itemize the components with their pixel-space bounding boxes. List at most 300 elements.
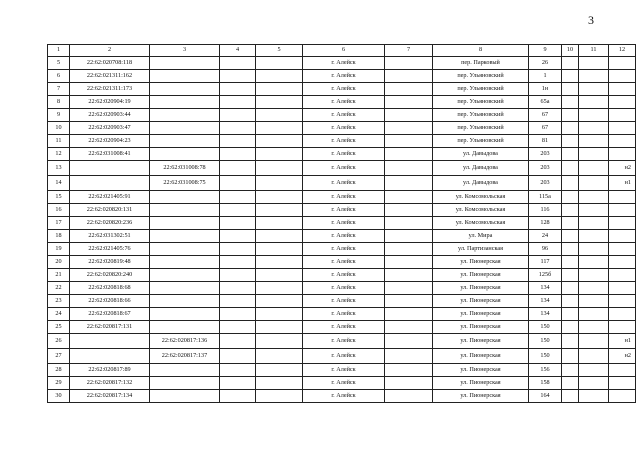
room-number-cell <box>609 83 636 96</box>
col-5-cell <box>256 269 303 282</box>
col-4-cell <box>220 308 256 321</box>
col-5-cell <box>256 135 303 148</box>
col-7-cell <box>385 148 433 161</box>
street-cell: ул. Партизанская <box>433 243 529 256</box>
house-number-cell: 26 <box>529 57 562 70</box>
room-cadastral-number-cell <box>150 295 220 308</box>
col-5-cell <box>256 243 303 256</box>
cadastral-number-cell: 22:62:020820:131 <box>70 204 150 217</box>
house-number-cell: 134 <box>529 308 562 321</box>
house-number-cell: 203 <box>529 148 562 161</box>
num-cell: 18 <box>48 230 70 243</box>
col-11-cell <box>579 70 609 83</box>
room-cadastral-number-cell: 22:62:031008:78 <box>150 161 220 176</box>
cadastral-number-cell: 22:62:020904:19 <box>70 96 150 109</box>
num-cell: 7 <box>48 83 70 96</box>
col-4-cell <box>220 269 256 282</box>
col-10-cell <box>562 282 579 295</box>
locality-cell: г. Алейск <box>303 230 385 243</box>
col-11-cell <box>579 334 609 349</box>
page-number: 3 <box>588 13 594 27</box>
col-7-cell <box>385 96 433 109</box>
col-5-cell <box>256 57 303 70</box>
col-7-cell <box>385 349 433 364</box>
col-4-cell <box>220 204 256 217</box>
header-cell-9: 9 <box>529 45 562 57</box>
room-cadastral-number-cell <box>150 364 220 377</box>
house-number-cell: 24 <box>529 230 562 243</box>
street-cell: пер. Ульяновский <box>433 70 529 83</box>
street-cell: ул. Пионерская <box>433 377 529 390</box>
col-7-cell <box>385 109 433 122</box>
cadastral-number-cell: 22:62:020903:47 <box>70 122 150 135</box>
table-row <box>48 122 636 135</box>
col-11-cell <box>579 269 609 282</box>
house-number-cell: 116 <box>529 204 562 217</box>
house-number-cell: 67 <box>529 109 562 122</box>
cadastral-number-cell: 22:62:020817:89 <box>70 364 150 377</box>
street-cell: ул. Пионерская <box>433 256 529 269</box>
locality-cell: г. Алейск <box>303 109 385 122</box>
num-cell: 9 <box>48 109 70 122</box>
table-row <box>48 256 636 269</box>
col-5-cell <box>256 70 303 83</box>
col-4-cell <box>220 243 256 256</box>
cadastral-number-cell: 22:62:020818:68 <box>70 282 150 295</box>
house-number-cell: 150 <box>529 334 562 349</box>
table-row <box>48 161 636 176</box>
num-cell: 28 <box>48 364 70 377</box>
locality-cell: г. Алейск <box>303 57 385 70</box>
col-4-cell <box>220 217 256 230</box>
header-cell-6: 6 <box>303 45 385 57</box>
col-7-cell <box>385 334 433 349</box>
room-number-cell <box>609 390 636 403</box>
col-11-cell <box>579 96 609 109</box>
col-11-cell <box>579 321 609 334</box>
locality-cell: г. Алейск <box>303 377 385 390</box>
col-7-cell <box>385 122 433 135</box>
header-cell-12: 12 <box>609 45 636 57</box>
col-5-cell <box>256 334 303 349</box>
room-number-cell <box>609 70 636 83</box>
col-5-cell <box>256 295 303 308</box>
street-cell: ул. Комсомольская <box>433 204 529 217</box>
col-4-cell <box>220 83 256 96</box>
col-4-cell <box>220 176 256 191</box>
locality-cell: г. Алейск <box>303 83 385 96</box>
cadastral-number-cell: 22:62:031302:51 <box>70 230 150 243</box>
num-cell: 22 <box>48 282 70 295</box>
num-cell: 25 <box>48 321 70 334</box>
cadastral-number-cell <box>70 334 150 349</box>
cadastral-number-cell: 22:62:020820:236 <box>70 217 150 230</box>
col-7-cell <box>385 83 433 96</box>
col-4-cell <box>220 334 256 349</box>
col-4-cell <box>220 390 256 403</box>
locality-cell: г. Алейск <box>303 334 385 349</box>
cadastral-number-cell <box>70 176 150 191</box>
col-7-cell <box>385 70 433 83</box>
house-number-cell: 128 <box>529 217 562 230</box>
col-5-cell <box>256 161 303 176</box>
room-number-cell <box>609 204 636 217</box>
street-cell: пер. Ульяновский <box>433 96 529 109</box>
num-cell: 27 <box>48 349 70 364</box>
col-11-cell <box>579 349 609 364</box>
header-cell-5: 5 <box>256 45 303 57</box>
room-number-cell <box>609 295 636 308</box>
street-cell: ул. Давыдова <box>433 176 529 191</box>
street-cell: ул. Комсомольская <box>433 191 529 204</box>
table-row <box>48 70 636 83</box>
room-cadastral-number-cell <box>150 57 220 70</box>
room-number-cell <box>609 282 636 295</box>
header-cell-7: 7 <box>385 45 433 57</box>
col-7-cell <box>385 364 433 377</box>
col-7-cell <box>385 308 433 321</box>
header-cell-4: 4 <box>220 45 256 57</box>
col-4-cell <box>220 109 256 122</box>
room-number-cell <box>609 135 636 148</box>
col-5-cell <box>256 256 303 269</box>
room-cadastral-number-cell <box>150 377 220 390</box>
col-7-cell <box>385 282 433 295</box>
cadastral-number-cell <box>70 161 150 176</box>
num-cell: 24 <box>48 308 70 321</box>
room-number-cell <box>609 122 636 135</box>
cadastral-number-cell <box>70 349 150 364</box>
locality-cell: г. Алейск <box>303 364 385 377</box>
table-row <box>48 109 636 122</box>
col-4-cell <box>220 377 256 390</box>
col-5-cell <box>256 191 303 204</box>
table-row <box>48 148 636 161</box>
locality-cell: г. Алейск <box>303 269 385 282</box>
cadastral-number-cell: 22:62:020817:132 <box>70 377 150 390</box>
cadastral-number-cell: 22:62:020820:240 <box>70 269 150 282</box>
room-number-cell <box>609 109 636 122</box>
col-5-cell <box>256 122 303 135</box>
room-cadastral-number-cell <box>150 321 220 334</box>
num-cell: 23 <box>48 295 70 308</box>
house-number-cell: 150 <box>529 321 562 334</box>
table-row <box>48 269 636 282</box>
col-10-cell <box>562 148 579 161</box>
table-row <box>48 204 636 217</box>
col-4-cell <box>220 349 256 364</box>
street-cell: ул. Комсомольская <box>433 217 529 230</box>
street-cell: ул. Пионерская <box>433 269 529 282</box>
col-11-cell <box>579 230 609 243</box>
col-10-cell <box>562 109 579 122</box>
table-row <box>48 377 636 390</box>
street-cell: ул. Пионерская <box>433 321 529 334</box>
house-number-cell: 67 <box>529 122 562 135</box>
col-7-cell <box>385 295 433 308</box>
num-cell: 10 <box>48 122 70 135</box>
table-row <box>48 83 636 96</box>
col-7-cell <box>385 191 433 204</box>
room-cadastral-number-cell <box>150 96 220 109</box>
room-number-cell <box>609 321 636 334</box>
room-cadastral-number-cell <box>150 282 220 295</box>
col-4-cell <box>220 191 256 204</box>
locality-cell: г. Алейск <box>303 70 385 83</box>
col-11-cell <box>579 295 609 308</box>
room-cadastral-number-cell <box>150 191 220 204</box>
room-number-cell <box>609 377 636 390</box>
room-cadastral-number-cell: 22:62:020817:137 <box>150 349 220 364</box>
locality-cell: г. Алейск <box>303 349 385 364</box>
num-cell: 14 <box>48 176 70 191</box>
num-cell: 6 <box>48 70 70 83</box>
col-10-cell <box>562 204 579 217</box>
locality-cell: г. Алейск <box>303 217 385 230</box>
num-cell: 8 <box>48 96 70 109</box>
street-cell: ул. Давыдова <box>433 148 529 161</box>
room-cadastral-number-cell <box>150 217 220 230</box>
col-7-cell <box>385 217 433 230</box>
col-7-cell <box>385 161 433 176</box>
col-5-cell <box>256 96 303 109</box>
table-row <box>48 230 636 243</box>
col-11-cell <box>579 83 609 96</box>
col-10-cell <box>562 334 579 349</box>
col-5-cell <box>256 349 303 364</box>
col-10-cell <box>562 96 579 109</box>
col-7-cell <box>385 230 433 243</box>
room-cadastral-number-cell <box>150 243 220 256</box>
house-number-cell: 203 <box>529 161 562 176</box>
col-11-cell <box>579 176 609 191</box>
col-11-cell <box>579 308 609 321</box>
col-10-cell <box>562 230 579 243</box>
locality-cell: г. Алейск <box>303 295 385 308</box>
cadastral-number-cell: 22:62:020818:67 <box>70 308 150 321</box>
cadastral-number-cell: 22:62:020904:23 <box>70 135 150 148</box>
col-7-cell <box>385 57 433 70</box>
cadastral-number-cell: 22:62:020817:131 <box>70 321 150 334</box>
cadastral-number-cell: 22:62:021311:173 <box>70 83 150 96</box>
col-5-cell <box>256 204 303 217</box>
street-cell: ул. Мира <box>433 230 529 243</box>
header-cell-11: 11 <box>579 45 609 57</box>
street-cell: пер. Ульяновский <box>433 109 529 122</box>
house-number-cell: 150 <box>529 349 562 364</box>
cadastral-number-cell: 22:62:021405:76 <box>70 243 150 256</box>
col-11-cell <box>579 390 609 403</box>
col-10-cell <box>562 349 579 364</box>
col-7-cell <box>385 243 433 256</box>
col-10-cell <box>562 243 579 256</box>
col-4-cell <box>220 230 256 243</box>
street-cell: пер. Ульяновский <box>433 122 529 135</box>
col-11-cell <box>579 282 609 295</box>
room-number-cell <box>609 230 636 243</box>
col-10-cell <box>562 57 579 70</box>
col-7-cell <box>385 321 433 334</box>
room-number-cell: н1 <box>609 334 636 349</box>
col-7-cell <box>385 377 433 390</box>
num-cell: 17 <box>48 217 70 230</box>
locality-cell: г. Алейск <box>303 308 385 321</box>
room-number-cell <box>609 269 636 282</box>
room-cadastral-number-cell <box>150 122 220 135</box>
col-5-cell <box>256 377 303 390</box>
header-cell-10: 10 <box>562 45 579 57</box>
col-4-cell <box>220 96 256 109</box>
room-cadastral-number-cell <box>150 308 220 321</box>
table-row <box>48 364 636 377</box>
col-5-cell <box>256 321 303 334</box>
house-number-cell: 1 <box>529 70 562 83</box>
street-cell: ул. Пионерская <box>433 295 529 308</box>
col-4-cell <box>220 70 256 83</box>
cadastral-number-cell: 22:62:020708:118 <box>70 57 150 70</box>
col-10-cell <box>562 70 579 83</box>
house-number-cell: 81 <box>529 135 562 148</box>
num-cell: 15 <box>48 191 70 204</box>
table-row <box>48 191 636 204</box>
col-7-cell <box>385 204 433 217</box>
room-number-cell: н1 <box>609 176 636 191</box>
cadastral-number-cell: 22:62:020819:48 <box>70 256 150 269</box>
col-11-cell <box>579 57 609 70</box>
room-cadastral-number-cell <box>150 390 220 403</box>
room-cadastral-number-cell <box>150 230 220 243</box>
col-10-cell <box>562 217 579 230</box>
house-number-cell: 115а <box>529 191 562 204</box>
col-10-cell <box>562 377 579 390</box>
locality-cell: г. Алейск <box>303 243 385 256</box>
col-5-cell <box>256 148 303 161</box>
col-4-cell <box>220 364 256 377</box>
locality-cell: г. Алейск <box>303 282 385 295</box>
street-cell: ул. Давыдова <box>433 161 529 176</box>
street-cell: пер. Ульяновский <box>433 83 529 96</box>
num-cell: 21 <box>48 269 70 282</box>
col-4-cell <box>220 321 256 334</box>
room-cadastral-number-cell <box>150 256 220 269</box>
col-11-cell <box>579 217 609 230</box>
street-cell: пер. Ульяновский <box>433 135 529 148</box>
locality-cell: г. Алейск <box>303 204 385 217</box>
table-row <box>48 295 636 308</box>
col-11-cell <box>579 122 609 135</box>
locality-cell: г. Алейск <box>303 96 385 109</box>
header-cell-2: 2 <box>70 45 150 57</box>
locality-cell: г. Алейск <box>303 390 385 403</box>
col-4-cell <box>220 161 256 176</box>
col-11-cell <box>579 148 609 161</box>
num-cell: 16 <box>48 204 70 217</box>
room-cadastral-number-cell <box>150 70 220 83</box>
col-5-cell <box>256 364 303 377</box>
table-header-row <box>48 45 636 57</box>
table-row <box>48 217 636 230</box>
col-10-cell <box>562 308 579 321</box>
num-cell: 5 <box>48 57 70 70</box>
col-10-cell <box>562 295 579 308</box>
num-cell: 12 <box>48 148 70 161</box>
col-7-cell <box>385 135 433 148</box>
house-number-cell: 134 <box>529 295 562 308</box>
room-cadastral-number-cell: 22:62:031008:75 <box>150 176 220 191</box>
col-10-cell <box>562 269 579 282</box>
locality-cell: г. Алейск <box>303 135 385 148</box>
house-number-cell: 203 <box>529 176 562 191</box>
locality-cell: г. Алейск <box>303 176 385 191</box>
num-cell: 30 <box>48 390 70 403</box>
col-11-cell <box>579 109 609 122</box>
table-row <box>48 349 636 364</box>
room-number-cell <box>609 308 636 321</box>
col-11-cell <box>579 135 609 148</box>
locality-cell: г. Алейск <box>303 256 385 269</box>
col-5-cell <box>256 308 303 321</box>
table-row <box>48 243 636 256</box>
num-cell: 26 <box>48 334 70 349</box>
room-cadastral-number-cell <box>150 269 220 282</box>
col-4-cell <box>220 122 256 135</box>
num-cell: 11 <box>48 135 70 148</box>
room-number-cell <box>609 96 636 109</box>
room-cadastral-number-cell <box>150 109 220 122</box>
num-cell: 20 <box>48 256 70 269</box>
col-5-cell <box>256 230 303 243</box>
num-cell: 13 <box>48 161 70 176</box>
col-10-cell <box>562 191 579 204</box>
header-cell-8: 8 <box>433 45 529 57</box>
table-row <box>48 308 636 321</box>
col-10-cell <box>562 135 579 148</box>
header-cell-3: 3 <box>150 45 220 57</box>
table-row <box>48 390 636 403</box>
table-row <box>48 135 636 148</box>
col-11-cell <box>579 243 609 256</box>
col-11-cell <box>579 191 609 204</box>
col-10-cell <box>562 161 579 176</box>
col-7-cell <box>385 256 433 269</box>
col-11-cell <box>579 161 609 176</box>
table-row <box>48 176 636 191</box>
locality-cell: г. Алейск <box>303 148 385 161</box>
room-cadastral-number-cell <box>150 204 220 217</box>
col-7-cell <box>385 269 433 282</box>
street-cell: ул. Пионерская <box>433 349 529 364</box>
col-10-cell <box>562 176 579 191</box>
room-cadastral-number-cell <box>150 83 220 96</box>
col-4-cell <box>220 256 256 269</box>
street-cell: ул. Пионерская <box>433 282 529 295</box>
cadastral-number-cell: 22:62:021405:91 <box>70 191 150 204</box>
col-5-cell <box>256 109 303 122</box>
col-10-cell <box>562 256 579 269</box>
room-number-cell <box>609 364 636 377</box>
table-row <box>48 334 636 349</box>
col-10-cell <box>562 390 579 403</box>
col-11-cell <box>579 256 609 269</box>
cadastral-number-cell: 22:62:021311:162 <box>70 70 150 83</box>
room-number-cell <box>609 217 636 230</box>
col-4-cell <box>220 135 256 148</box>
col-7-cell <box>385 176 433 191</box>
room-number-cell <box>609 57 636 70</box>
col-4-cell <box>220 295 256 308</box>
cadastral-number-cell: 22:62:020818:66 <box>70 295 150 308</box>
house-number-cell: 117 <box>529 256 562 269</box>
